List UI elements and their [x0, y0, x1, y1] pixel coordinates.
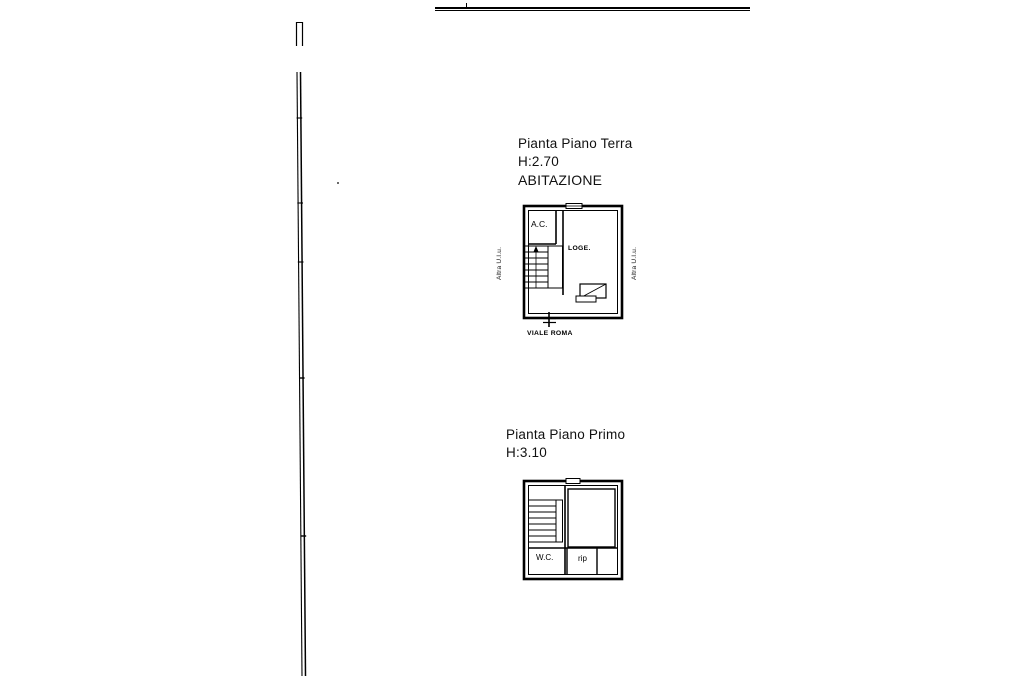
ground-side-label-left: Altra U.I.u.: [496, 246, 503, 280]
first-room-label-wc: W.C.: [536, 553, 554, 562]
ground-floor-title-line1: Pianta Piano Terra: [518, 136, 633, 151]
first-floor-title-line2: H:3.10: [506, 445, 547, 460]
ground-floor-title-line2: H:2.70: [518, 154, 559, 169]
ground-room-label-ac: A.C.: [531, 219, 548, 229]
ground-floor-title-line3: ABITAZIONE: [518, 172, 603, 188]
ground-room-label-corridor: LOGE.: [568, 245, 591, 252]
first-room-label-rip: rip: [578, 554, 587, 563]
street-label-viale-roma: VIALE ROMA: [527, 330, 573, 337]
ground-side-label-right: Altra U.I.u.: [631, 246, 638, 280]
first-floor-title-line1: Pianta Piano Primo: [506, 427, 626, 442]
